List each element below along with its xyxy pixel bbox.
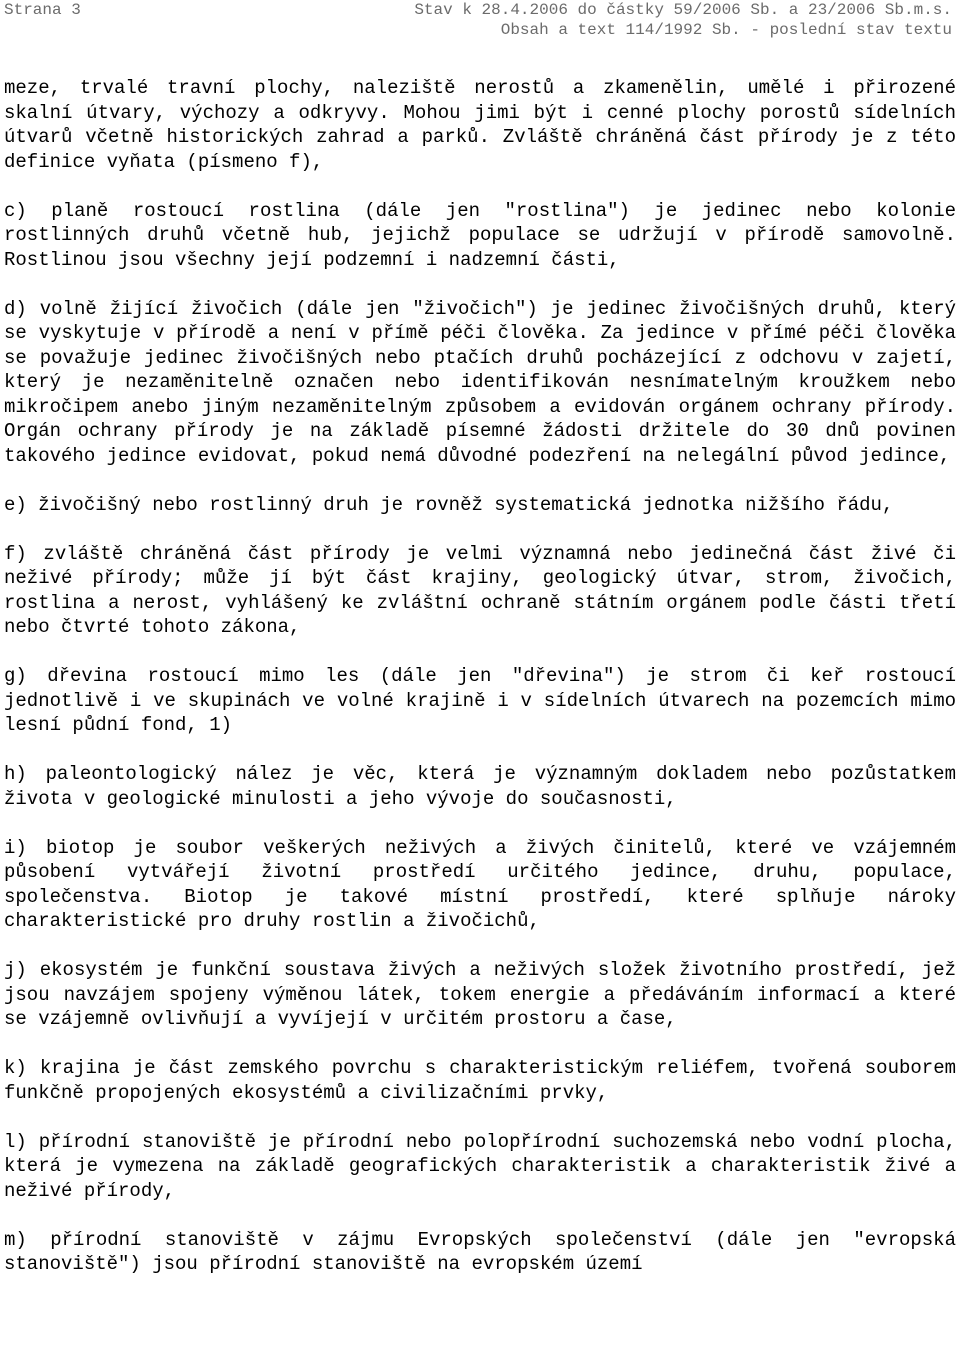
status-line: Stav k 28.4.2006 do částky 59/2006 Sb. a 23/2006 Sb.m.s. xyxy=(414,1,952,19)
document-status xyxy=(414,0,952,40)
paragraph-c: c) planě rostoucí rostlina (dále jen "rostlina") je jedinec nebo kolonie rostlinných druhů včetně hub, jejichž populace se udržují v přírodě samovolně. Rostlinou jsou všechny její podzemní i nadzemní části, xyxy=(4,199,956,271)
paragraph-f: f) zvláště chráněná část přírody je velmi významná nebo jedinečná část živé či neživé přírody; může jí být část krajiny, geologický útvar, strom, živočich, rostlina a nerost, vyhlášený ke zvláštní ochraně státním orgánem podle části třetí nebo čtvrté tohoto zákona, xyxy=(4,542,956,638)
content-line: Obsah a text 114/1992 Sb. - poslední stav textu xyxy=(500,21,952,39)
page-number-label: Strana 3 xyxy=(4,1,81,19)
paragraph-l: l) přírodní stanoviště je přírodní nebo polopřírodní suchozemská nebo vodní plocha, která je vymezena na základě geografických charakteristik a charakteristik živé a neživé přírody, xyxy=(4,1130,956,1202)
paragraph-j: j) ekosystém je funkční soustava živých a neživých složek životního prostředí, jež jsou navzájem spojeny výměnou látek, tokem energie a předáváním informací a které se vzájemně ovlivňují a vyvíjejí v určitém prostoru a čase, xyxy=(4,959,956,1030)
paragraph-m: m) přírodní stanoviště v zájmu Evropských společenství (dále jen "evropská stanoviště") jsou přírodní stanoviště na evropském území xyxy=(4,1228,956,1275)
paragraph-g: g) dřevina rostoucí mimo les (dále jen "dřevina") je strom či keř rostoucí jednotlivě i ve skupinách ve volné krajině i v sídelních útvarech na pozemcích mimo lesní půdní fond, 1) xyxy=(4,665,956,736)
page-header xyxy=(4,0,956,44)
paragraph-k: k) krajina je část zemského povrchu s charakteristickým reliéfem, tvořená souborem funkčně propojených ekosystémů a civilizačními prvky, xyxy=(4,1057,956,1104)
paragraph-d: d) volně žijící živočich (dále jen "živočich") je jedinec živočišných druhů, který se vyskytuje v přírodě a není v přímě péči člověka. Za jedince v přímé péči člověka se považuje jedinec živočišných nebo ptačích druhů pocházející z odchovu v zajetí, který je nezaměnitelně označen nebo identifikován nesnímatelným kroužkem nebo mikročipem anebo jiným nezaměnitelným způsobem a evidován orgánem ochrany přírody. Orgán ochrany přírody je na základě písemné žádosti držitele do 30 dnů povinen takového jedince evidovat, pokud nemá důvodné podezření na nelegální původ jedince, xyxy=(4,297,956,467)
paragraph-continuation: meze, trvalé travní plochy, naleziště nerostů a zkamenělin, umělé i přirozené skalní útvary, výchozy a odkryvy. Mohou jimi být i cenné plochy porostů sídelních útvarů včetně historických zahrad a parků. Zvláště chráněná část přírody je z této definice vyňata (písmeno f), xyxy=(4,77,956,173)
paragraph-i: i) biotop je soubor veškerých neživých a živých činitelů, které ve vzájemném působení vytvářejí životní prostředí určitého jedince, druhu, populace, společenstva. Biotop je takové místní prostředí, které splňuje nároky charakteristické pro druhy rostlin a živočichů, xyxy=(4,836,956,932)
paragraph-h: h) paleontologický nález je věc, která je významným dokladem nebo pozůstatkem života v geologické minulosti a jeho vývoje do současnosti, xyxy=(4,763,956,810)
paragraph-e: e) živočišný nebo rostlinný druh je rovněž systematická jednotka nižšího řádu, xyxy=(4,493,894,516)
document-body xyxy=(4,76,956,1301)
